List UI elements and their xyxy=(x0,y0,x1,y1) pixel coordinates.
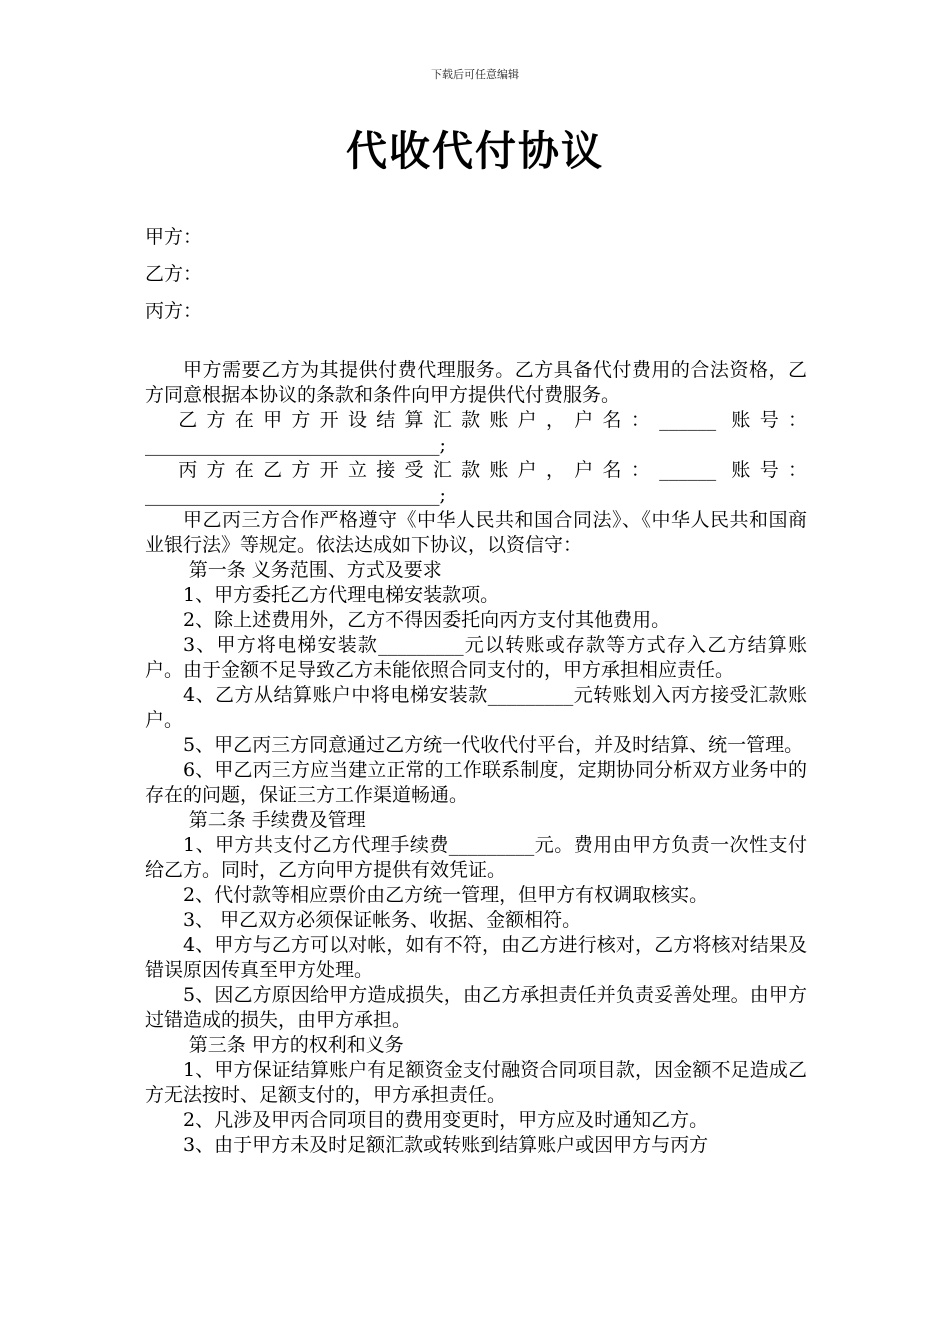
article-3-clause-1: 1、甲方保证结算账户有足额资金支付融资合同项目款，因金额不足造成乙方无法按时、足额支付的，甲方承担责任。 xyxy=(145,1059,807,1106)
party-c-account-line: 丙方在乙方开立接受汇款账户，户名：______ 账号：_______________________________; xyxy=(145,459,807,506)
article-2-clause-1: 1、甲方共支付乙方代理手续费_________元。费用由甲方负责一次性支付给乙方。同时，乙方向甲方提供有效凭证。 xyxy=(145,834,807,881)
article-2-clause-2: 2、代付款等相应票价由乙方统一管理，但甲方有权调取核实。 xyxy=(183,884,709,906)
article-1-clause-1: 1、甲方委托乙方代理电梯安装款项。 xyxy=(183,584,500,606)
party-b-account-line: 乙方在甲方开设结算汇款账户，户名：______ 账号：_______________________________; xyxy=(145,409,807,456)
article-1-clause-5: 5、甲乙丙三方同意通过乙方统一代收代付平台，并及时结算、统一管理。 xyxy=(183,734,804,756)
header-note: 下载后可任意编辑 xyxy=(431,68,519,81)
party-list xyxy=(145,222,805,333)
article-1-clause-4: 4、乙方从结算账户中将电梯安装款_________元转账划入丙方接受汇款账户。 xyxy=(145,684,807,731)
article-2-heading: 第二条 手续费及管理 xyxy=(188,809,366,831)
article-3-heading: 第三条 甲方的权利和义务 xyxy=(188,1034,404,1056)
article-1-heading: 第一条 义务范围、方式及要求 xyxy=(188,559,442,581)
article-2-clause-5: 5、因乙方原因给甲方造成损失，由乙方承担责任并负责妥善处理。由甲方过错造成的损失，由甲方承担。 xyxy=(145,984,807,1031)
article-1-clause-3: 3、甲方将电梯安装款_________元以转账或存款等方式存入乙方结算账户。由于金额不足导致乙方未能依照合同支付的，甲方承担相应责任。 xyxy=(145,634,807,681)
document-title: 代收代付协议 xyxy=(346,127,604,175)
legal-basis-paragraph: 甲乙丙三方合作严格遵守《中华人民共和国合同法》、《中华人民共和国商业银行法》等规定。依法达成如下协议，以资信守： xyxy=(145,509,807,556)
party-a-label: 甲方： xyxy=(145,226,203,248)
article-3-clause-3: 3、由于甲方未及时足额汇款或转账到结算账户或因甲方与丙方 xyxy=(183,1134,709,1156)
preamble-paragraph: 甲方需要乙方为其提供付费代理服务。乙方具备代付费用的合法资格，乙方同意根据本协议的条款和条件向甲方提供代付费服务。 xyxy=(145,359,807,406)
party-c-label: 丙方： xyxy=(145,300,203,322)
party-b-label: 乙方： xyxy=(145,263,203,285)
article-2-clause-3: 3、 甲乙双方必须保证帐务、收据、金额相符。 xyxy=(183,909,582,931)
article-1-clause-6: 6、甲乙丙三方应当建立正常的工作联系制度，定期协同分析双方业务中的存在的问题，保证三方工作渠道畅通。 xyxy=(145,759,807,806)
article-1-clause-2: 2、除上述费用外，乙方不得因委托向丙方支付其他费用。 xyxy=(183,609,671,631)
article-3-clause-2: 2、凡涉及甲丙合同项目的费用变更时，甲方应及时通知乙方。 xyxy=(183,1109,709,1131)
agreement-body xyxy=(145,358,807,1158)
article-2-clause-4: 4、甲方与乙方可以对帐，如有不符，由乙方进行核对，乙方将核对结果及错误原因传真至甲方处理。 xyxy=(145,934,807,981)
